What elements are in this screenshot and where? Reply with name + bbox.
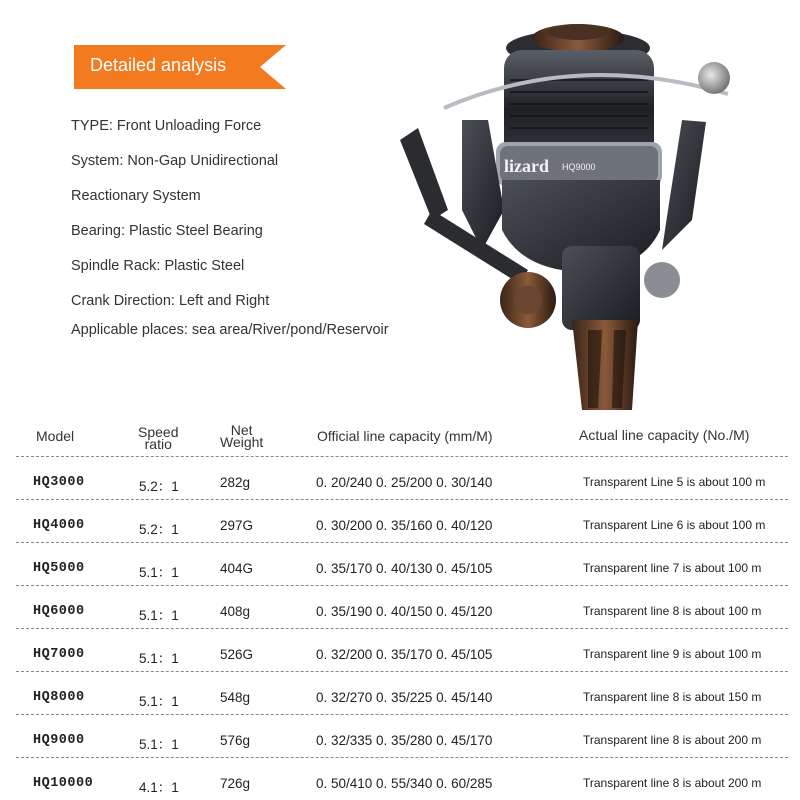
cell-weight: 408g [220,604,251,619]
row-separator [16,671,788,672]
cell-speed: 5.1：1 [139,694,179,709]
row-separator [16,714,788,715]
spec-crank: Crank Direction: Left and Right [71,293,270,309]
cell-actual: Transparent line 8 is about 200 m [583,733,762,747]
fishing-reel-image [392,10,752,420]
cell-official: 0. 30/200 0. 35/160 0. 40/120 [316,518,493,533]
row-separator [16,542,788,543]
spec-system-cont: Reactionary System [71,188,201,204]
reel-brand-label: lizard [504,156,549,176]
cell-actual: Transparent Line 5 is about 100 m [583,475,766,489]
cell-weight: 526G [220,647,254,662]
row-separator [16,456,788,457]
table-row [0,585,800,628]
header-weight: Weight [220,434,264,450]
table-row [0,757,800,800]
table-row [0,671,800,714]
cell-model: HQ6000 [33,604,85,619]
row-separator [16,585,788,586]
banner-title: Detailed analysis [90,55,227,75]
cell-model: HQ4000 [33,518,85,533]
header-official-capacity: Official line capacity (mm/M) [317,428,493,444]
cell-speed: 4.1：1 [139,780,179,795]
cell-official: 0. 32/270 0. 35/225 0. 45/140 [316,690,493,705]
spec-type: TYPE: Front Unloading Force [71,118,262,134]
cell-actual: Transparent line 8 is about 150 m [583,690,762,704]
cell-actual: Transparent Line 6 is about 100 m [583,518,766,532]
header-speed: Speed [138,424,179,440]
header-net: Net [230,422,253,438]
cell-actual: Transparent line 8 is about 200 m [583,776,762,790]
cell-model: HQ9000 [33,733,85,748]
table-row [0,542,800,585]
header-model: Model [36,428,75,444]
header-net-weight [220,424,263,448]
cell-weight: 282g [220,475,251,490]
cell-model: HQ3000 [33,475,85,490]
header-actual-capacity: Actual line capacity (No./M) [579,427,750,443]
cell-speed: 5.2：1 [139,522,179,537]
cell-official: 0. 20/240 0. 25/200 0. 30/140 [316,475,493,490]
cell-speed: 5.1：1 [139,737,179,752]
cell-weight: 404G [220,561,254,576]
reel-model-label: HQ9000 [562,162,596,172]
cell-model: HQ7000 [33,647,85,662]
table-row [0,456,800,499]
cell-actual: Transparent line 8 is about 100 m [583,604,762,618]
spec-system: System: Non-Gap Unidirectional [71,153,279,169]
table-row [0,628,800,671]
spec-spindle: Spindle Rack: Plastic Steel [71,258,245,274]
cell-official: 0. 32/200 0. 35/170 0. 45/105 [316,647,493,662]
spec-places: Applicable places: sea area/River/pond/Reservoir [71,322,389,338]
cell-official: 0. 50/410 0. 55/340 0. 60/285 [316,776,493,791]
cell-model: HQ10000 [33,776,94,791]
spec-table [0,418,800,800]
spec-bearing: Bearing: Plastic Steel Bearing [71,223,263,239]
cell-weight: 726g [220,776,251,791]
row-separator [16,499,788,500]
cell-official: 0. 32/335 0. 35/280 0. 45/170 [316,733,493,748]
cell-speed: 5.1：1 [139,565,179,580]
cell-weight: 297G [220,518,254,533]
cell-model: HQ5000 [33,561,85,576]
cell-weight: 576g [220,733,251,748]
cell-actual: Transparent line 9 is about 100 m [583,647,762,661]
cell-speed: 5.1：1 [139,651,179,666]
row-separator [16,628,788,629]
table-row [0,499,800,542]
cell-actual: Transparent line 7 is about 100 m [583,561,762,575]
cell-speed: 5.1：1 [139,608,179,623]
header-speed-ratio [138,426,178,450]
cell-official: 0. 35/190 0. 40/150 0. 45/120 [316,604,493,619]
cell-weight: 548g [220,690,251,705]
cell-model: HQ8000 [33,690,85,705]
detailed-analysis-banner [74,45,286,89]
table-header [0,418,800,458]
row-separator [16,757,788,758]
cell-official: 0. 35/170 0. 40/130 0. 45/105 [316,561,493,576]
header-ratio: ratio [144,436,172,452]
table-row [0,714,800,757]
cell-speed: 5.2：1 [139,479,179,494]
